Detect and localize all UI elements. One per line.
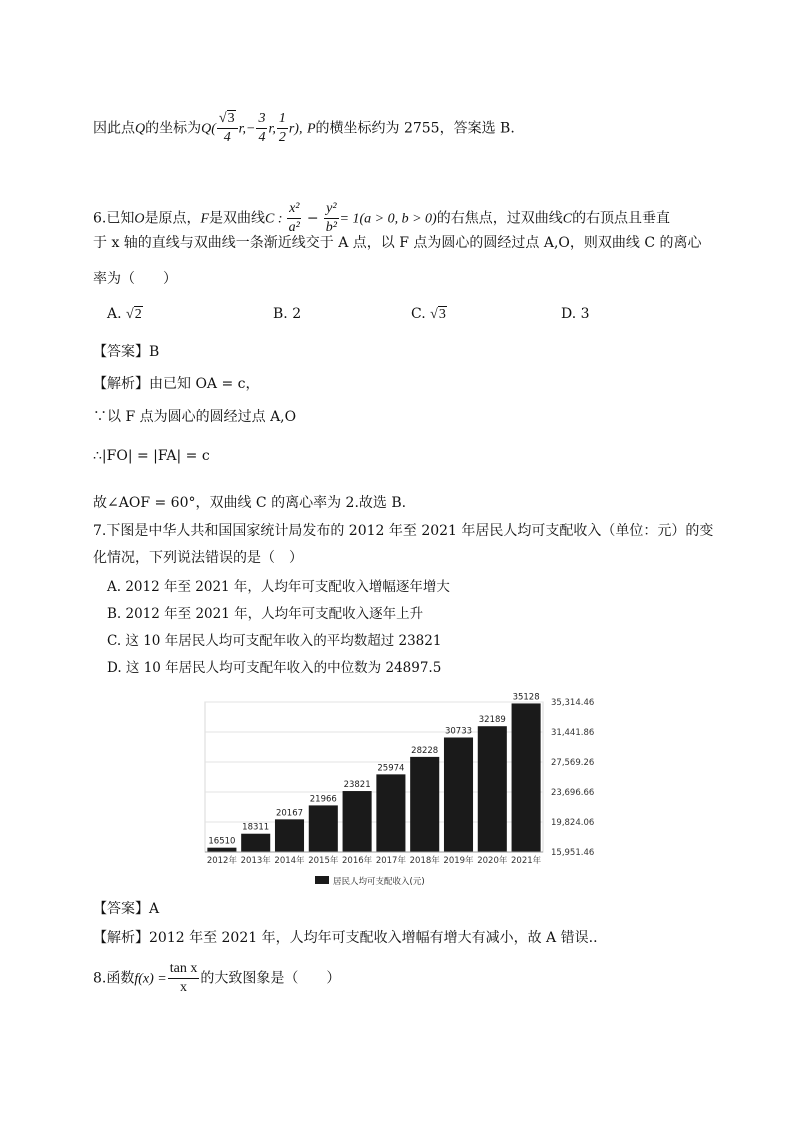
fraction-sqrt3-over-4: $\frac{√3}{4}$ [217, 110, 238, 147]
q6-option-d: D. 3 [561, 306, 590, 322]
q6-analysis-3: ∴|FO| = |FA| = c [93, 448, 210, 464]
x-tick-label: 2019年 [443, 856, 474, 866]
q6-answer: 【答案】B [93, 344, 160, 360]
data-label: 23821 [343, 780, 371, 791]
q7-choice-a: A. 2012 年至 2021 年，人均年可支配收入增幅逐年增大 [107, 579, 450, 595]
data-label: 20167 [275, 808, 304, 819]
data-label: 32189 [478, 715, 506, 726]
q6-line1: 6.已知O是原点，F是双曲线C : $\frac{\text{x²}}{\text{a²}}$ − $\frac{\text{y²}}{\text{b²}}$ = 1(a > 0, b > 0)的右焦点，过双曲线C的右顶点且垂直 [93, 201, 671, 235]
q6-line2: 于 x 轴的直线与双曲线一条渐近线交于 A 点，以 F 点为圆心的圆经过点 A,O，则双曲线 C 的离心 [93, 235, 702, 251]
data-label: 16510 [208, 836, 236, 847]
bar [207, 848, 236, 852]
y-tick-label: 15,951.46 [551, 848, 595, 858]
x-tick-label: 2017年 [375, 856, 406, 866]
y-tick-label: 27,569.26 [551, 758, 595, 768]
x-tick-label: 2012年 [206, 856, 237, 866]
y-tick-label: 23,696.66 [551, 788, 595, 798]
bar [241, 834, 270, 852]
fraction-1-over-2: $\frac{1}{2}$ [278, 111, 286, 145]
data-label: 25974 [377, 763, 405, 774]
bar [343, 791, 372, 852]
q6-option-b: B. 2 [273, 306, 302, 322]
x-tick-label: 2016年 [342, 856, 373, 866]
bar [275, 819, 304, 852]
data-label: 35128 [512, 692, 540, 703]
q6-line3: 率为（ ） [93, 271, 177, 287]
y-tick-label: 31,441.86 [551, 728, 595, 738]
q8-line: 8.函数f(x) = $\frac{\text{tan x}}{x}$ 的大致图象是（ ） [93, 961, 341, 995]
income-bar-chart [200, 684, 610, 894]
q6-analysis-1: 【解析】由已知 OA = c， [93, 376, 260, 392]
x-tick-label: 2021年 [511, 856, 542, 866]
bar [512, 703, 541, 852]
x-tick-label: 2020年 [477, 856, 508, 866]
data-label: 30733 [444, 726, 473, 737]
q7-line2: 化情况，下列说法错误的是（ ） [93, 550, 303, 566]
q7-line1: 7.下图是中华人共和国国家统计局发布的 2012 年至 2021 年居民人均可支配收入（单位：元）的变 [93, 523, 714, 539]
y-tick-label: 19,824.06 [551, 818, 595, 828]
q7-answer: 【答案】A [93, 901, 160, 917]
x-tick-label: 2013年 [240, 856, 271, 866]
x-tick-label: 2015年 [308, 856, 339, 866]
bar [410, 757, 439, 852]
q6-analysis-2: ∵以 F 点为圆心的圆经过点 A,O [93, 409, 297, 425]
fraction-x2-a2: $\frac{\text{x²}}{\text{a²}}$ [288, 201, 300, 235]
q7-choice-b: B. 2012 年至 2021 年，人均年可支配收入逐年上升 [107, 606, 424, 622]
data-label: 28228 [411, 745, 439, 756]
q6-option-c: C. √3 [411, 306, 446, 322]
bar [444, 737, 473, 852]
q7-analysis: 【解析】2012 年至 2021 年，人均年可支配收入增幅有增大有减小，故 A 错误.. [93, 930, 598, 946]
fraction-y2-b2: $\frac{\text{y²}}{\text{b²}}$ [325, 201, 337, 235]
fraction-3-over-4: $\frac{3}{4}$ [258, 111, 266, 145]
data-label: 21966 [309, 794, 337, 805]
bar [478, 726, 507, 852]
q6-option-a: A. √2 [107, 306, 142, 322]
bar [309, 805, 338, 852]
bar [376, 774, 405, 852]
data-label: 18311 [242, 822, 270, 833]
legend-label: 居民人均可支配收入(元) [333, 877, 425, 887]
q7-choice-c: C. 这 10 年居民人均可支配年收入的平均数超过 23821 [107, 633, 442, 649]
legend-swatch [315, 876, 329, 884]
q5-conclusion: 因此点Q的坐标为Q( $\frac{√3}{4}$ r,− $\frac{3}{4}$ r, $\frac{1}{2}$ r), P的横坐标约为 2755，答案选 B. [93, 111, 515, 145]
x-tick-label: 2014年 [274, 856, 305, 866]
y-tick-label: 35,314.46 [551, 698, 595, 708]
q6-analysis-4: 故∠AOF = 60°，双曲线 C 的离心率为 2.故选 B. [93, 495, 407, 511]
q7-choice-d: D. 这 10 年居民人均可支配年收入的中位数为 24897.5 [107, 660, 442, 676]
fraction-tanx-over-x: $\frac{\text{tan x}}{x}$ [169, 961, 198, 995]
x-tick-label: 2018年 [409, 856, 440, 866]
